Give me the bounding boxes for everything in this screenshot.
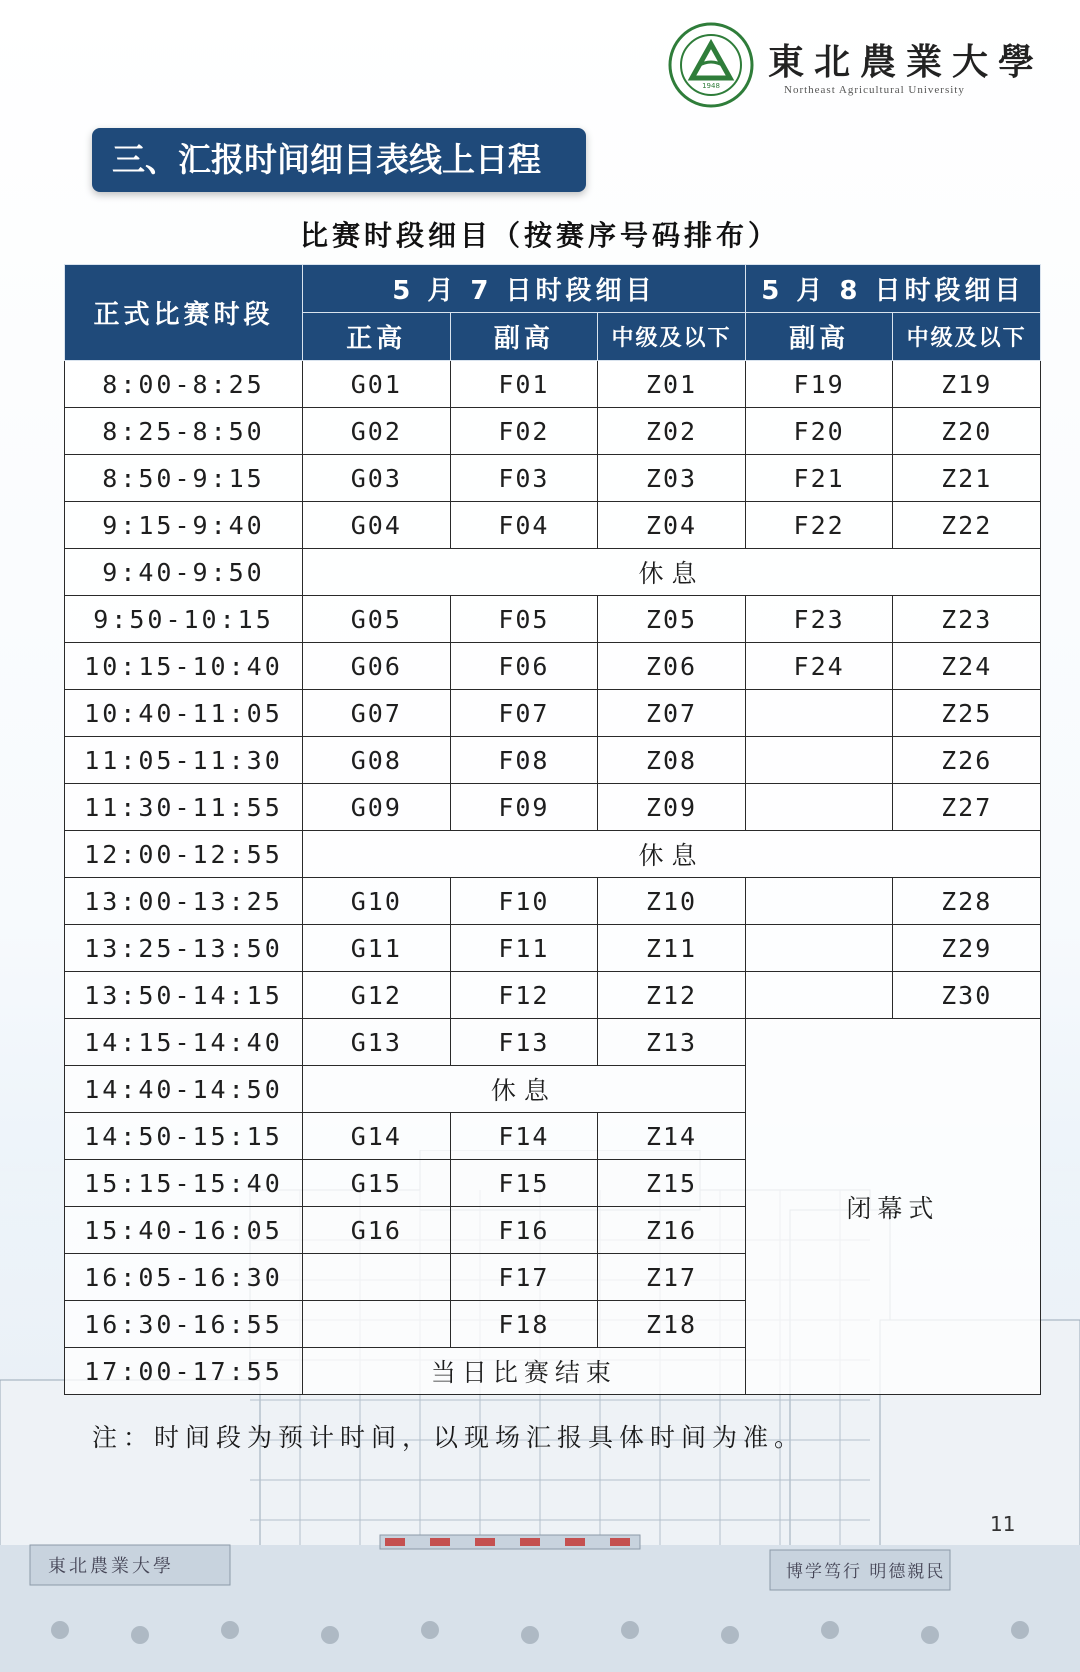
cell-z2: Z25 [893,690,1041,737]
cell-z2: Z19 [893,361,1041,408]
cell-z: Z02 [598,408,746,455]
cell-z: Z12 [598,972,746,1019]
rest-cell: 休息 [303,549,1041,596]
cell-f2: F21 [745,455,893,502]
table-row [65,878,1041,925]
cell-z2: Z23 [893,596,1041,643]
cell-f2 [745,690,893,737]
table-row [65,361,1041,408]
cell-f2: F24 [745,643,893,690]
table-row [65,784,1041,831]
cell-f2: F19 [745,361,893,408]
rest-cell: 休息 [303,831,1041,878]
closing-ceremony-cell: 闭幕式 [745,1019,1040,1395]
cell-z: Z18 [598,1301,746,1348]
cell-g [303,1301,451,1348]
cell-z2: Z22 [893,502,1041,549]
cell-z2: Z30 [893,972,1041,1019]
cell-z2: Z27 [893,784,1041,831]
cell-z2: Z26 [893,737,1041,784]
cell-f2 [745,878,893,925]
time-cell: 11:30-11:55 [65,784,303,831]
cell-g: G02 [303,408,451,455]
end-of-day-cell: 当日比赛结束 [303,1348,746,1395]
cell-g: G08 [303,737,451,784]
cell-z: Z09 [598,784,746,831]
header-day1-senior: 正高 [303,313,451,361]
table-caption: 比赛时段细目（按赛序号码排布） [299,219,780,252]
cell-f2: F20 [745,408,893,455]
cell-f: F08 [450,737,598,784]
table-row [65,502,1041,549]
header-time-slot: 正式比赛时段 [65,265,303,361]
cell-z: Z11 [598,925,746,972]
time-cell: 10:15-10:40 [65,643,303,690]
header-day2-intermediate: 中级及以下 [893,313,1041,361]
page-number: 11 [990,1512,1016,1536]
time-cell: 14:15-14:40 [65,1019,303,1066]
table-row [65,690,1041,737]
cell-f: F06 [450,643,598,690]
cell-f2 [745,784,893,831]
cell-g: G12 [303,972,451,1019]
cell-z: Z04 [598,502,746,549]
time-cell: 10:40-11:05 [65,690,303,737]
rest-cell: 休息 [303,1066,746,1113]
cell-g: G13 [303,1019,451,1066]
time-cell: 8:00-8:25 [65,361,303,408]
cell-z: Z10 [598,878,746,925]
cell-f2: F22 [745,502,893,549]
time-cell: 14:40-14:50 [65,1066,303,1113]
table-row [65,408,1041,455]
time-cell: 14:50-15:15 [65,1113,303,1160]
table-row [65,455,1041,502]
campus-sign-right: 博学笃行 明德親民 [786,1562,946,1582]
cell-g: G06 [303,643,451,690]
cell-g: G09 [303,784,451,831]
cell-g: G15 [303,1160,451,1207]
university-seal-icon [668,22,754,108]
time-cell: 16:05-16:30 [65,1254,303,1301]
time-cell: 15:40-16:05 [65,1207,303,1254]
cell-g: G11 [303,925,451,972]
cell-z: Z17 [598,1254,746,1301]
table-row [65,596,1041,643]
cell-f: F01 [450,361,598,408]
time-cell: 8:25-8:50 [65,408,303,455]
time-cell: 17:00-17:55 [65,1348,303,1395]
table-row [65,925,1041,972]
cell-g: G03 [303,455,451,502]
time-cell: 11:05-11:30 [65,737,303,784]
university-logo [668,22,1045,108]
time-cell: 15:15-15:40 [65,1160,303,1207]
table-row [65,972,1041,1019]
cell-f: F12 [450,972,598,1019]
cell-f2 [745,925,893,972]
cell-f2 [745,972,893,1019]
cell-g: G05 [303,596,451,643]
cell-z: Z15 [598,1160,746,1207]
cell-z2: Z24 [893,643,1041,690]
header-day1-intermediate: 中级及以下 [598,313,746,361]
cell-g: G10 [303,878,451,925]
cell-f: F17 [450,1254,598,1301]
cell-z: Z08 [598,737,746,784]
cell-f2 [745,737,893,784]
seal-year: 1948 [702,82,720,90]
cell-z2: Z20 [893,408,1041,455]
cell-f: F02 [450,408,598,455]
cell-f: F16 [450,1207,598,1254]
cell-z: Z01 [598,361,746,408]
campus-sign-left: 東北農業大學 [48,1556,174,1577]
cell-f: F14 [450,1113,598,1160]
time-cell: 12:00-12:55 [65,831,303,878]
table-row [65,737,1041,784]
cell-f: F10 [450,878,598,925]
university-name-en: Northeast Agricultural University [784,84,965,96]
table-row [65,1019,1041,1066]
cell-f: F09 [450,784,598,831]
section-title: 三、汇报时间细目表线上日程 [92,128,586,192]
cell-f: F15 [450,1160,598,1207]
cell-f: F18 [450,1301,598,1348]
time-cell: 8:50-9:15 [65,455,303,502]
footnote: 注：时间段为预计时间，以现场汇报具体时间为准。 [92,1423,806,1452]
header-day1-associate: 副高 [450,313,598,361]
cell-g: G07 [303,690,451,737]
cell-z2: Z28 [893,878,1041,925]
cell-z: Z13 [598,1019,746,1066]
cell-z2: Z21 [893,455,1041,502]
header-day2-associate: 副高 [745,313,893,361]
cell-z: Z14 [598,1113,746,1160]
cell-g: G16 [303,1207,451,1254]
cell-g: G01 [303,361,451,408]
cell-f: F05 [450,596,598,643]
cell-g: G04 [303,502,451,549]
cell-f: F11 [450,925,598,972]
time-cell: 13:25-13:50 [65,925,303,972]
cell-z: Z07 [598,690,746,737]
cell-z: Z16 [598,1207,746,1254]
table-row-break [65,549,1041,596]
header-day1: 5 月 7 日时段细目 [303,265,746,313]
table-row [65,643,1041,690]
schedule-table [64,264,1041,1395]
cell-f: F07 [450,690,598,737]
cell-f2: F23 [745,596,893,643]
time-cell: 9:40-9:50 [65,549,303,596]
cell-z2: Z29 [893,925,1041,972]
cell-f: F04 [450,502,598,549]
cell-g [303,1254,451,1301]
cell-f: F03 [450,455,598,502]
university-name-cn: 東北農業大學 [768,41,1045,83]
cell-z: Z06 [598,643,746,690]
cell-g: G14 [303,1113,451,1160]
time-cell: 13:50-14:15 [65,972,303,1019]
cell-f: F13 [450,1019,598,1066]
time-cell: 9:50-10:15 [65,596,303,643]
table-row-break [65,831,1041,878]
cell-z: Z05 [598,596,746,643]
time-cell: 9:15-9:40 [65,502,303,549]
time-cell: 16:30-16:55 [65,1301,303,1348]
header-day2: 5 月 8 日时段细目 [745,265,1040,313]
cell-z: Z03 [598,455,746,502]
time-cell: 13:00-13:25 [65,878,303,925]
